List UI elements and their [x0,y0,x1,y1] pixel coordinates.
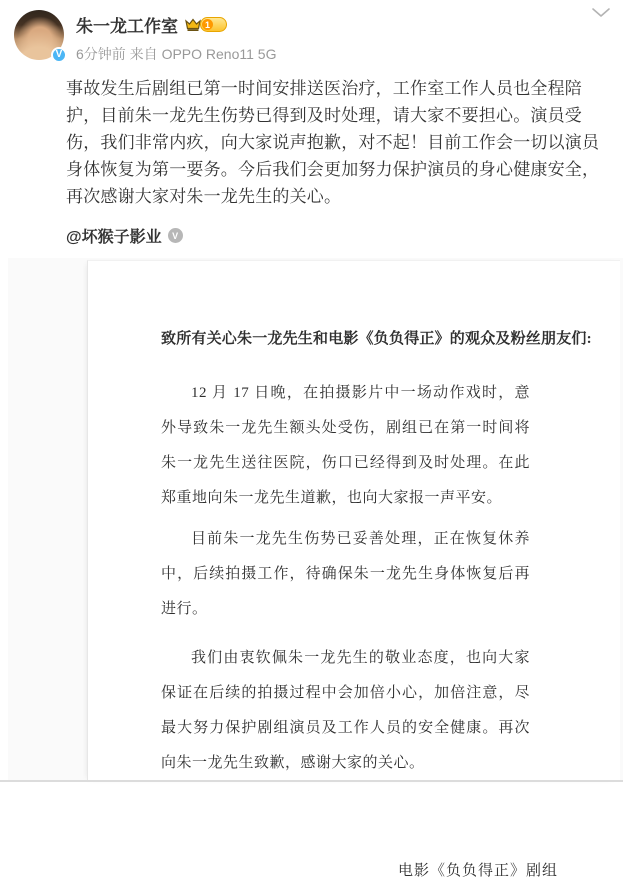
username[interactable]: 朱一龙工作室 [76,17,178,36]
statement-title: 致所有关心朱一龙先生和电影《负负得正》的观众及粉丝朋友们: [161,331,592,347]
level-badge [200,17,227,32]
verified-badge-icon: V [51,47,67,63]
level-number: 1 [202,19,213,30]
quoted-post-header [66,224,607,247]
statement-paragraph: 目前朱一龙先生伤势已妥善处理，正在恢复休养中，后续拍摄工作，待确保朱一龙先生身体恢复后再进行。 [161,531,530,617]
post-meta: 6分钟前 来自 OPPO Reno11 5G [76,46,277,62]
post-text: 事故发生后剧组已第一时间安排送医治疗，工作室工作人员也全程陪护，目前朱一龙先生伤势已得到及时处理，请大家不要担心。演员受伤，我们非常内疚，向大家说声抱歉，对不起！目前工作会一切以演员身体恢复为第一要务。今后我们会更加努力保护演员的身心健康安全，再次感谢大家对朱一龙先生的关心。 [66,79,600,206]
chevron-down-icon[interactable] [591,7,611,19]
quoted-username-link[interactable]: @坏猴子影业 [66,229,162,246]
statement-document [87,260,620,879]
header-info [76,10,609,64]
quoted-verified-icon: V [168,228,183,243]
avatar[interactable] [14,10,64,60]
statement-paragraph: 我们由衷钦佩朱一龙先生的敬业态度，也向大家保证在后续的拍摄过程中会加倍小心，加倍注意，尽最大努力保护剧组演员及工作人员的安全健康。再次向朱一龙先生致歉，感谢大家的关心。 [161,650,530,771]
statement-image[interactable] [8,258,623,879]
post-header [0,0,623,64]
statement-paragraph: 12 月 17 日晚，在拍摄影片中一场动作戏时，意外导致朱一龙先生额头处受伤，剧组已在第一时间将朱一龙先生送往医院，伤口已经得到及时处理。在此郑重地向朱一龙先生道歉，也向大家报一声平安。 [161,385,530,506]
username-row [76,12,609,37]
statement-signature: 电影《负负得正》剧组 [397,863,558,879]
